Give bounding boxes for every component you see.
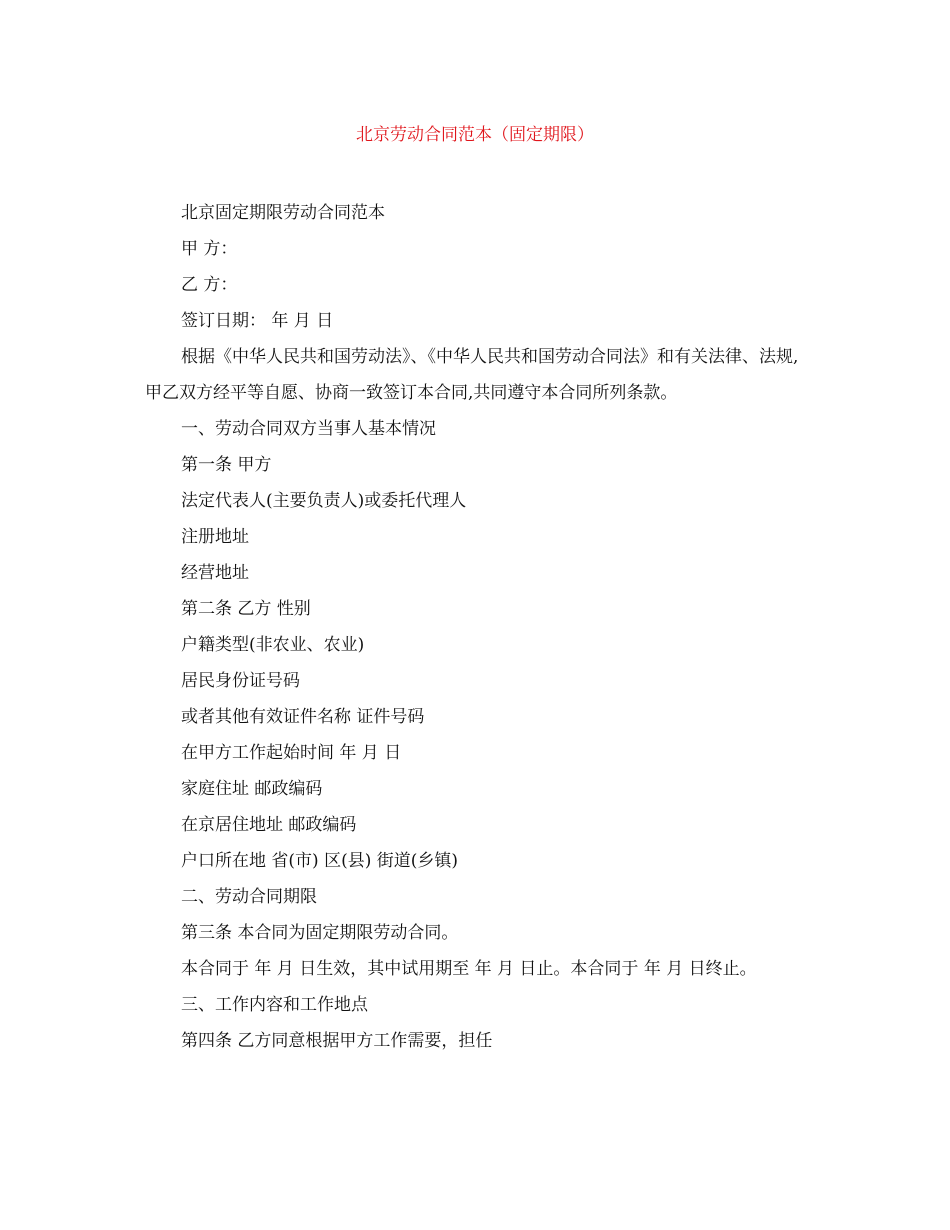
section-heading: 二、劳动合同期限 (181, 887, 317, 907)
paragraph: 本合同于 年 月 日生效，其中试用期至 年 月 日止。本合同于 年 月 日终止。 (181, 959, 757, 979)
document-body (145, 195, 805, 1059)
section-heading: 一、劳动合同双方当事人基本情况 (181, 419, 436, 439)
preamble-paragraph: 根据《中华人民共和国劳动法》、《中华人民共和国劳动合同法》和有关法律、法规,甲乙双方经平等自愿、协商一致签订本合同,共同遵守本合同所列条款。 (145, 347, 799, 403)
article-paragraph: 第一条 甲方 (181, 455, 272, 475)
paragraph: 法定代表人(主要负责人)或委托代理人 (181, 491, 467, 511)
paragraph: 北京固定期限劳动合同范本 (181, 203, 385, 223)
paragraph: 户口所在地 省(市) 区(县) 街道(乡镇) (181, 851, 459, 871)
paragraph: 家庭住址 邮政编码 (181, 779, 323, 799)
paragraph: 经营地址 (181, 563, 249, 583)
document-title: 北京劳动合同范本（固定期限） (356, 125, 594, 145)
party-b-field: 乙 方： (181, 275, 238, 295)
signing-date-field: 签订日期： 年 月 日 (181, 311, 334, 331)
paragraph: 或者其他有效证件名称 证件号码 (181, 707, 425, 727)
paragraph: 户籍类型(非农业、农业) (181, 635, 365, 655)
article-paragraph: 第四条 乙方同意根据甲方工作需要，担任 (181, 1031, 493, 1051)
paragraph: 注册地址 (181, 527, 249, 547)
paragraph: 居民身份证号码 (181, 671, 300, 691)
article-paragraph: 第三条 本合同为固定期限劳动合同。 (181, 923, 459, 943)
paragraph: 在京居住地址 邮政编码 (181, 815, 357, 835)
section-heading: 三、工作内容和工作地点 (181, 995, 368, 1015)
party-a-field: 甲 方： (181, 239, 238, 259)
article-paragraph: 第二条 乙方 性别 (181, 599, 311, 619)
paragraph: 在甲方工作起始时间 年 月 日 (181, 743, 402, 763)
